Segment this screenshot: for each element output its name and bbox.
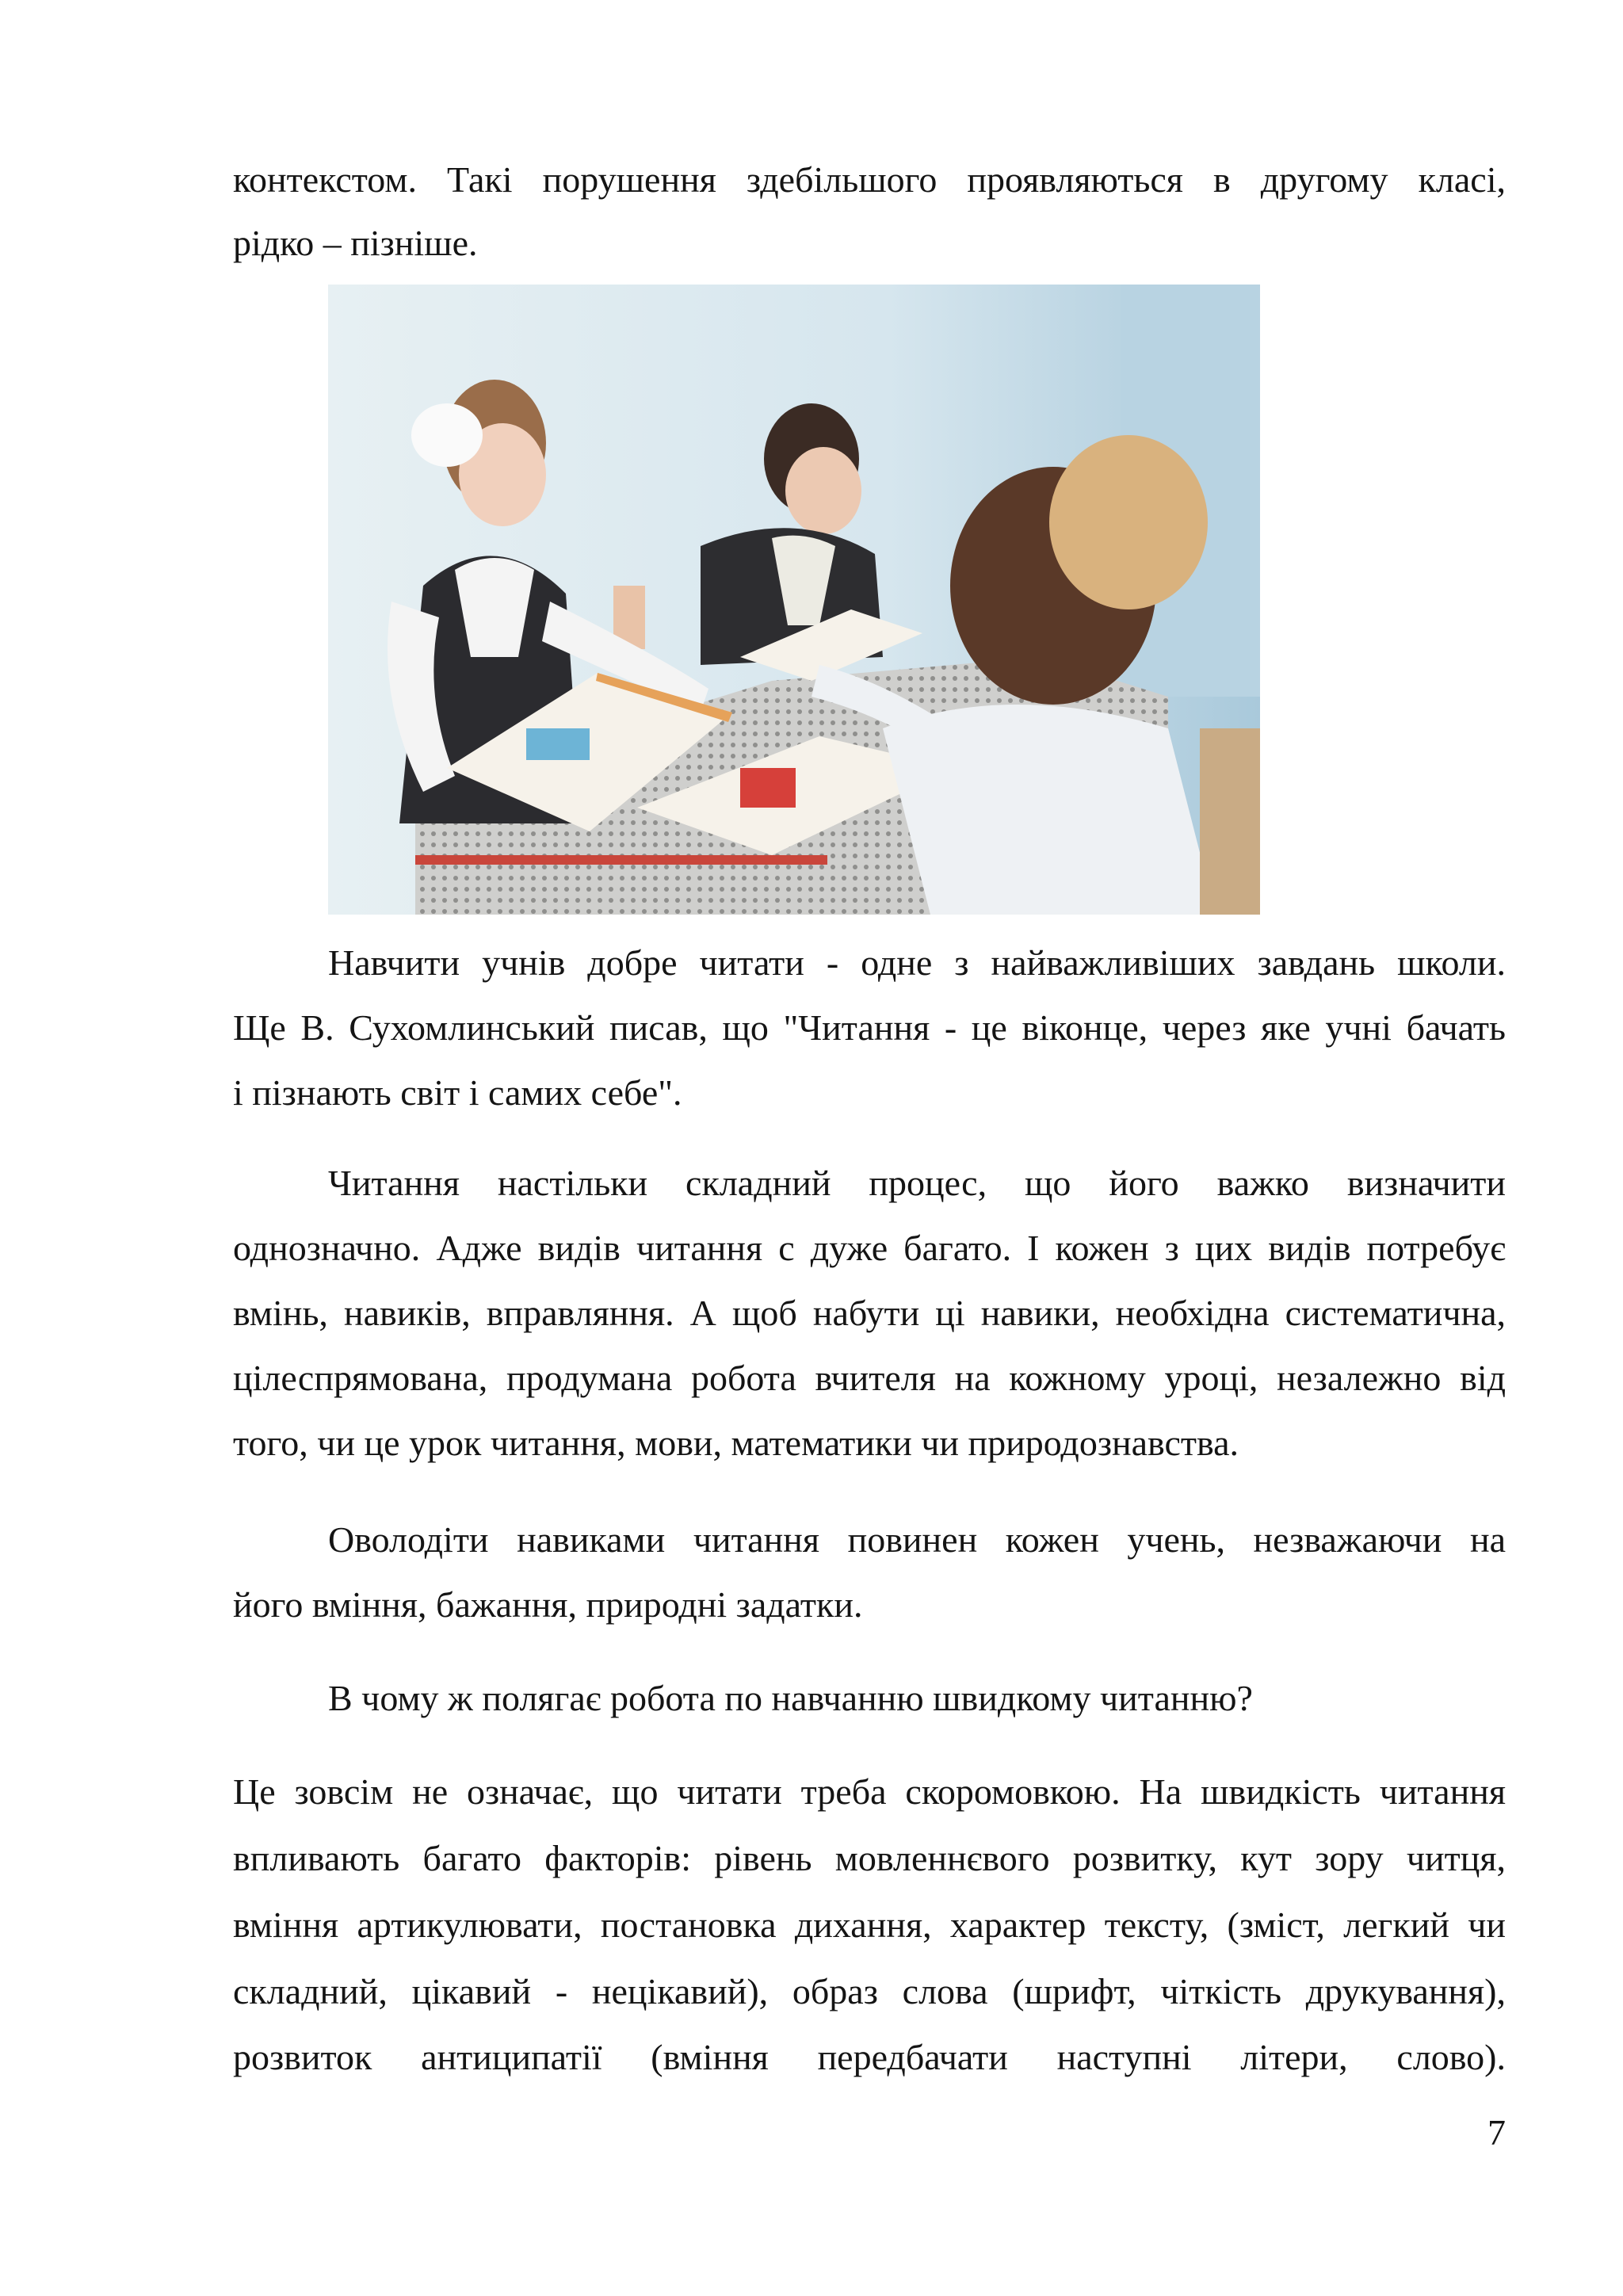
text-line: вмінь, навиків, вправляння. А щоб набути ці навики, необхідна систематична,: [233, 1293, 1506, 1333]
text-line: його вміння, бажання, природні задатки.: [233, 1584, 863, 1625]
question-line: В чому ж полягає робота по навчанню швидкому читанню?: [328, 1678, 1253, 1718]
text-line: Навчити учнів добре читати - одне з найважливіших завдань школи.: [328, 942, 1506, 983]
text-line: Читання настільки складний процес, що його важко визначити: [328, 1163, 1506, 1203]
text-line: цілеспрямована, продумана робота вчителя на кожному уроці, незалежно від: [233, 1358, 1506, 1398]
text-line: Ще В. Сухомлинський писав, що "Читання - це віконце, через яке учні бачать: [233, 1007, 1506, 1048]
text-line: вміння артикулювати, постановка дихання, характер тексту, (зміст, легкий чи: [233, 1904, 1506, 1945]
page-number: 7: [1487, 2112, 1506, 2153]
classroom-photo: [328, 285, 1260, 915]
text-line: того, чи це урок читання, мови, математики чи природознавства.: [233, 1423, 1239, 1463]
text-line: Це зовсім не означає, що читати треба скоромовкою. На швидкість читання: [233, 1771, 1506, 1812]
text-line: складний, цікавий - нецікавий), образ слова (шрифт, чіткість друкування),: [233, 1971, 1506, 2011]
text-line: Оволодіти навиками читання повинен кожен учень, незважаючи на: [328, 1519, 1506, 1560]
text-line: контекстом. Такі порушення здебільшого проявляються в другому класі,: [233, 159, 1506, 200]
text-line: однозначно. Адже видів читання с дуже багато. І кожен з цих видів потребує: [233, 1228, 1506, 1268]
text-line: рідко – пізніше.: [233, 223, 478, 263]
text-line: розвиток антиципатії (вміння передбачати наступні літери, слово).: [233, 2037, 1506, 2077]
text-line: впливають багато факторів: рівень мовленнєвого розвитку, кут зору читця,: [233, 1838, 1506, 1878]
text-line: і пізнають світ і самих себе".: [233, 1072, 682, 1113]
